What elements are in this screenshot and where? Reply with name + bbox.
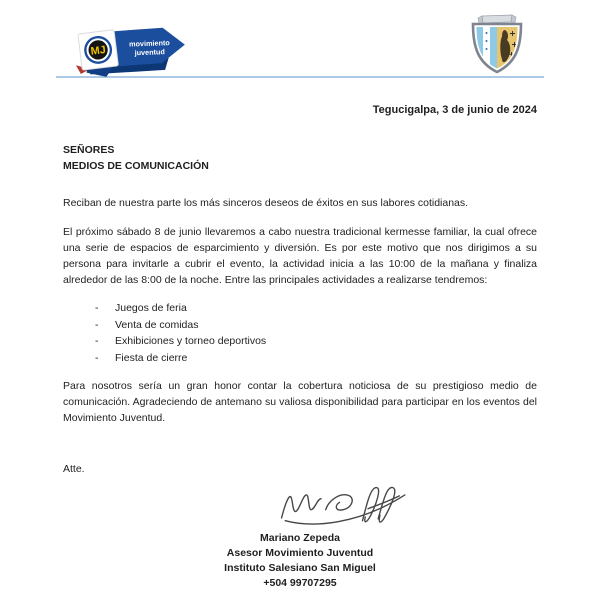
recipient-line-2: MEDIOS DE COMUNICACIÓN bbox=[63, 159, 209, 172]
recipient-block bbox=[63, 143, 537, 174]
greeting-paragraph: Reciban de nuestra parte los más sinceros deseos de éxitos en sus labores cotidianas. bbox=[63, 197, 469, 209]
dash-bullet: - bbox=[95, 318, 99, 331]
movimiento-juventud-logo-icon bbox=[68, 22, 190, 77]
signature-block bbox=[63, 483, 537, 591]
list-item bbox=[95, 333, 537, 350]
recipient-line-1: SEÑORES bbox=[63, 144, 115, 156]
school-crest-icon bbox=[469, 11, 525, 75]
activity-label: Exhibiciones y torneo deportivos bbox=[115, 335, 267, 347]
event-paragraph: El próximo sábado 8 de junio llevaremos a cabo nuestra tradicional kermesse familiar, la cual ofrece una serie de espacios de esparcimiento y diversión. Es por este motivo que nos dirigimos a su persona para invitarle a cubrir el evento, la actividad inicia a las 10:00 de la mañana y finaliza alrededor de las 8:00 de la noche. Entre las principales actividades a realizarse tendremos: bbox=[63, 226, 537, 286]
signer-name: Mariano Zepeda bbox=[260, 532, 340, 544]
activity-label: Fiesta de cierre bbox=[115, 351, 188, 364]
logo-monogram: MJ bbox=[90, 43, 107, 58]
signer-title: Asesor Movimiento Juventud bbox=[226, 547, 374, 559]
closing-word: Atte. bbox=[63, 463, 85, 475]
letter-header bbox=[63, 0, 537, 76]
dash-bullet: - bbox=[95, 302, 99, 314]
activity-label: Venta de comidas bbox=[115, 318, 199, 331]
logo-banner-text-2: juventud bbox=[134, 47, 165, 58]
handwritten-signature bbox=[268, 483, 423, 529]
signer-phone: +504 99707295 bbox=[263, 577, 337, 589]
list-item bbox=[95, 317, 537, 334]
dash-bullet: - bbox=[95, 351, 99, 364]
date-line: Tegucigalpa, 3 de junio de 2024 bbox=[372, 104, 537, 116]
logo-banner-text-1: movimiento bbox=[128, 38, 170, 49]
dash-bullet: - bbox=[95, 335, 99, 347]
activity-label: Juegos de feria bbox=[115, 302, 187, 314]
list-item bbox=[95, 350, 537, 367]
list-item bbox=[95, 300, 537, 317]
thanks-paragraph: Para nosotros sería un gran honor contar la cobertura noticiosa de su prestigioso medio de comunicación. Agradeciendo de antemano su valiosa disponibilidad para participar en los eventos del Movimiento Juventud. bbox=[63, 380, 537, 424]
signer-institution: Instituto Salesiano San Miguel bbox=[224, 562, 376, 574]
activities-list bbox=[63, 300, 537, 366]
